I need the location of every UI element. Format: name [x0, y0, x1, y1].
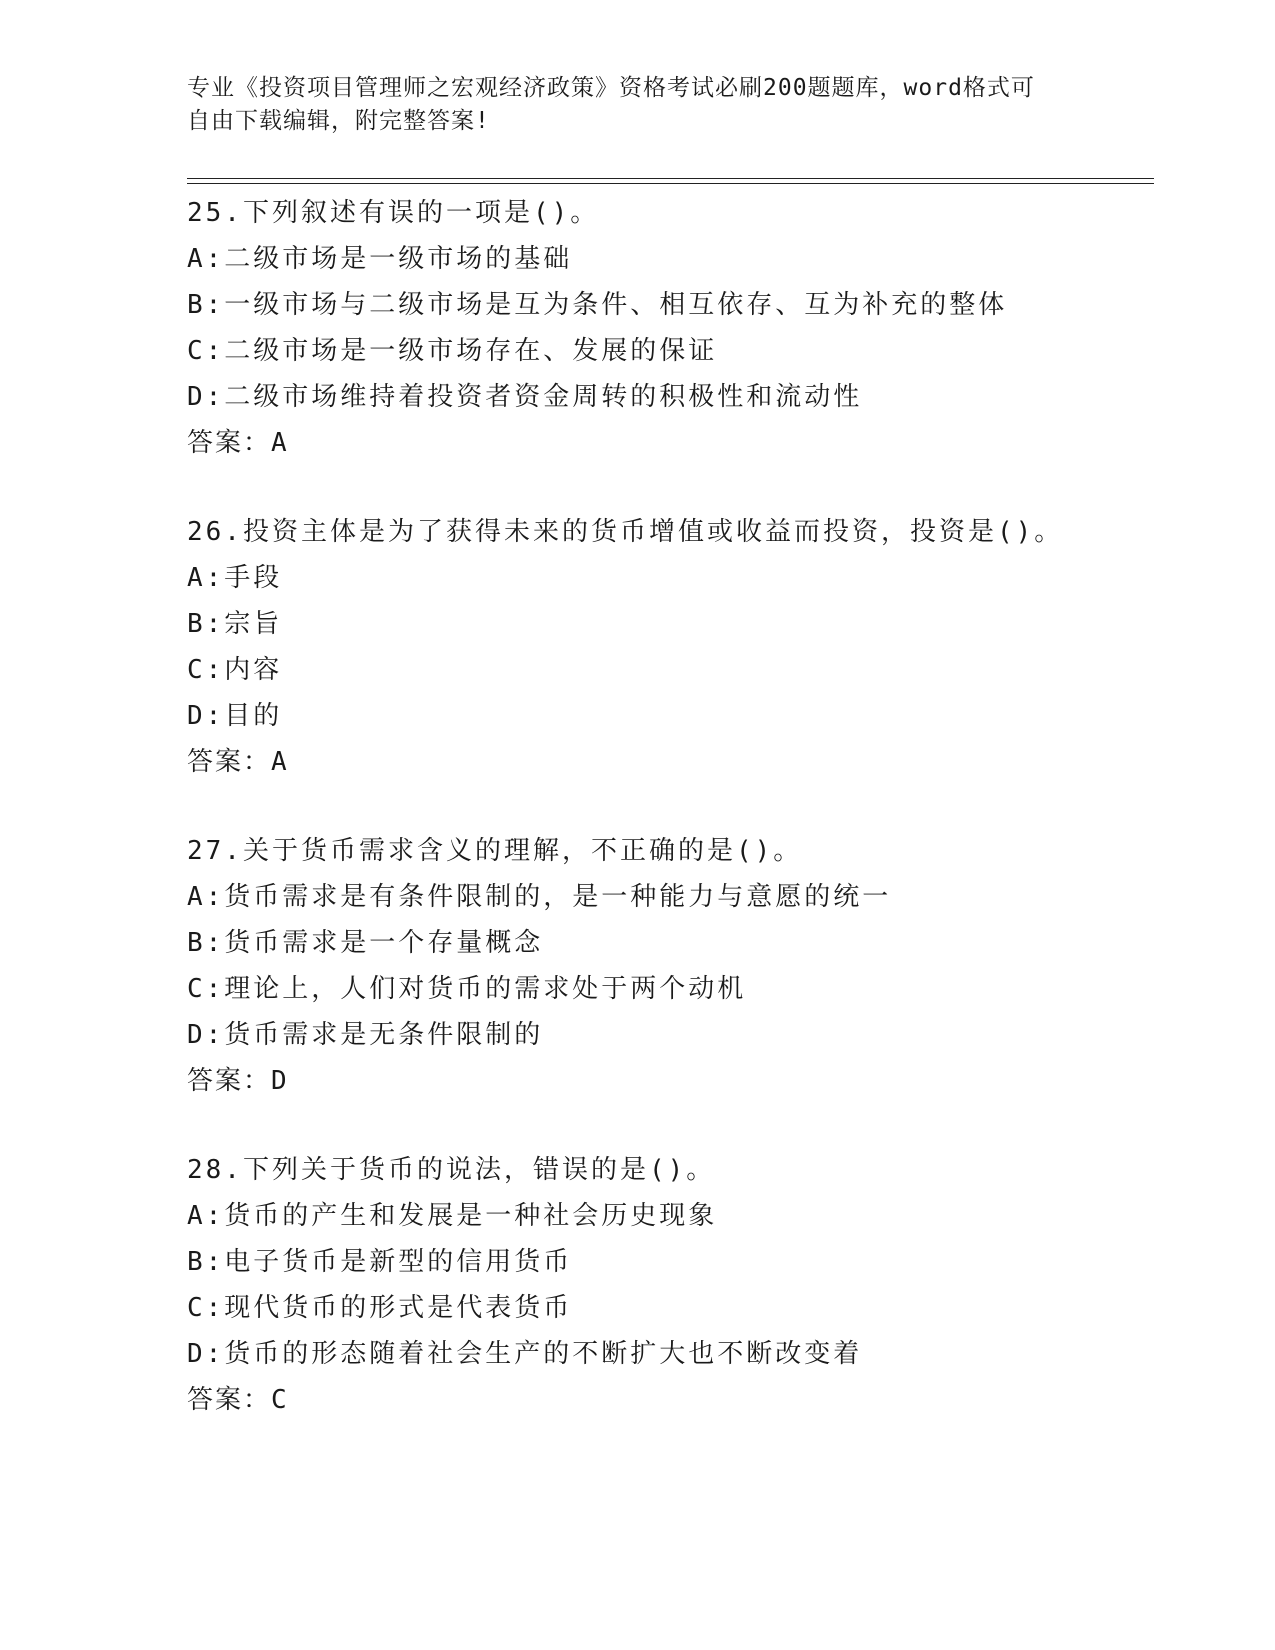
answer-label: 答案： [187, 1066, 272, 1096]
answer-value: D [271, 1066, 288, 1096]
question-stem: 27.关于货币需求含义的理解，不正确的是()。 [187, 836, 803, 866]
answer-line [187, 1058, 1187, 1104]
option-d: D:货币需求是无条件限制的 [187, 1020, 544, 1050]
question-26 [187, 509, 1187, 785]
question-stem: 25.下列叙述有误的一项是()。 [187, 198, 600, 228]
option-a: A:手段 [187, 563, 283, 593]
option-c: C:内容 [187, 655, 283, 685]
option-d: D:目的 [187, 701, 283, 731]
option-d: D:二级市场维持着投资者资金周转的积极性和流动性 [187, 382, 863, 412]
option-b: B:货币需求是一个存量概念 [187, 928, 544, 958]
answer-label: 答案： [187, 747, 272, 777]
header-rule-top [187, 178, 1154, 179]
option-b: B:宗旨 [187, 609, 283, 639]
header-rule-bottom [187, 183, 1154, 184]
option-c: C:二级市场是一级市场存在、发展的保证 [187, 336, 718, 366]
answer-value: C [271, 1385, 288, 1415]
document-header [187, 72, 1087, 138]
option-a: A:货币需求是有条件限制的，是一种能力与意愿的统一 [187, 882, 892, 912]
answer-value: A [271, 747, 288, 777]
answer-line [187, 739, 1187, 785]
option-a: A:货币的产生和发展是一种社会历史现象 [187, 1201, 718, 1231]
option-c: C:现代货币的形式是代表货币 [187, 1293, 573, 1323]
question-stem: 28.下列关于货币的说法，错误的是()。 [187, 1155, 716, 1185]
header-line-2: 自由下载编辑，附完整答案! [187, 108, 490, 134]
answer-line [187, 1377, 1187, 1423]
question-27 [187, 828, 1187, 1104]
answer-label: 答案： [187, 1385, 272, 1415]
option-b: B:电子货币是新型的信用货币 [187, 1247, 573, 1277]
question-stem: 26.投资主体是为了获得未来的货币增值或收益而投资，投资是()。 [187, 517, 1064, 547]
answer-label: 答案： [187, 428, 272, 458]
header-line-1: 专业《投资项目管理师之宏观经济政策》资格考试必刷200题题库，word格式可 [187, 75, 1035, 101]
question-25 [187, 190, 1187, 466]
option-c: C:理论上，人们对货币的需求处于两个动机 [187, 974, 747, 1004]
answer-value: A [271, 428, 288, 458]
question-list [187, 190, 1187, 1423]
answer-line [187, 420, 1187, 466]
option-b: B:一级市场与二级市场是互为条件、相互依存、互为补充的整体 [187, 290, 1008, 320]
option-a: A:二级市场是一级市场的基础 [187, 244, 573, 274]
question-28 [187, 1147, 1187, 1423]
option-d: D:货币的形态随着社会生产的不断扩大也不断改变着 [187, 1339, 863, 1369]
